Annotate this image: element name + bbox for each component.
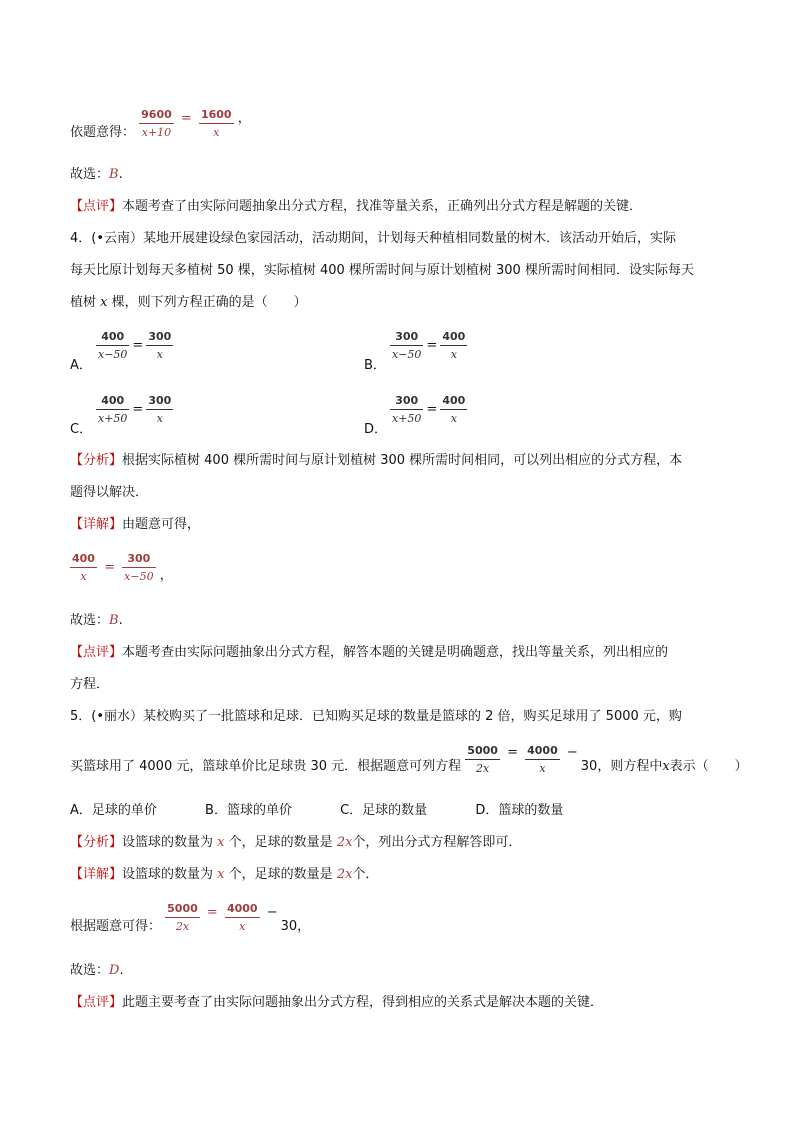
fraction-numerator: 300 [395,330,419,343]
q4-analysis-line2: 题得以解决． [70,485,149,500]
fraction-denominator: x [156,348,163,361]
select-answer: D [109,963,120,978]
fraction-left [96,394,129,425]
fraction-numerator: 300 [127,552,151,565]
top-select-line [70,166,123,184]
fraction-bar [525,759,560,760]
fraction-bar [139,123,174,124]
q5-choice-c[interactable]: C．足球的数量 [340,803,428,818]
fraction-right [122,552,155,583]
equals-sign: = [104,559,116,575]
detail-text-c: 个． [352,867,379,882]
solution-suffix: ， [159,568,173,583]
option-equation [96,330,173,361]
q5-choice-b[interactable]: B．篮球的单价 [205,803,292,818]
q5-stem-line2 [70,744,748,776]
equals-sign: = [206,904,218,920]
select-label: 故选： [70,613,110,628]
fraction-numerator: 400 [72,552,95,565]
fraction-bar [146,409,173,410]
analysis-text-b: 个，足球的数量是 [228,835,333,850]
detail-tag: 【详解】 [70,517,123,532]
review-tag: 【点评】 [70,645,123,660]
q4-stem-text-a: 植树 [70,295,97,310]
select-answer: B [109,167,119,182]
fraction-denominator: x [450,348,457,361]
fraction-denominator: x+50 [392,412,422,425]
top-review-line [70,198,642,216]
q5-review-line [70,994,603,1012]
minus-sign: − [566,745,578,760]
fraction-denominator: 2x [476,762,490,775]
q5-select-line [70,962,124,980]
fraction-denominator: 2x [175,920,190,933]
equals-sign: = [132,402,144,417]
fraction-right [440,330,467,361]
review-text: 本题考查由实际问题抽象出分式方程，解答本题的关键是明确题意，找出等量关系，列出相应的 [122,645,669,660]
review-text: 此题主要考查了由实际问题抽象出分式方程，得到相应的关系式是解决本题的关键． [122,995,604,1010]
q4-solution-equation [70,552,173,585]
fraction-numerator: 400 [442,394,466,407]
q5-detail-line [70,866,378,884]
top-equation-suffix: ， [237,111,251,126]
q4-variable-x: x [100,295,108,310]
analysis-var-x: x [217,835,225,850]
q4-review-line1 [70,644,668,662]
q4-review-line2: 方程． [70,677,110,692]
fraction-right [146,394,173,425]
select-dot: . [118,167,123,182]
q4-stem-line2: 每天比原计划每天多植树 50 棵，实际植树 400 棵所需时间与原计划植树 300 棵所需时间相同．设实际每天 [70,263,694,278]
fraction-left [165,902,200,933]
q5-choice-d[interactable]: D．篮球的数量 [475,803,564,818]
fraction-left [390,394,423,425]
fraction-denominator: x−50 [124,570,154,583]
fraction-left [70,552,97,583]
q4-stem-line1: 4．(•云南）某地开展建设绿色家园活动，活动期间，计划每天种植相同数量的树木．该活动开始后，实际 [70,231,677,246]
fraction-numerator: 9600 [141,108,172,121]
fraction-bar [96,409,129,410]
q5-stem-text-c: 表示（ ） [669,759,748,774]
fraction-numerator: 5000 [467,744,498,757]
top-equation-prefix: 依题意得： [70,125,136,140]
select-dot: . [119,963,124,978]
q5-stem-line1: 5．(•丽水）某校购买了一批篮球和足球．已知购买足球的数量是篮球的 2 倍，购买足球用了 5000 元，购 [70,709,682,724]
q4-select-line [70,612,123,630]
option-label: C． [70,422,93,437]
q5-stem-text-a: 买篮球用了 4000 元，篮球单价比足球贵 30 元．根据题意可列方程 [70,759,462,774]
review-tag: 【点评】 [70,199,123,214]
fraction-bar [390,409,423,410]
fraction-bar [165,917,200,918]
option-label: B． [364,358,386,373]
fraction-denominator: x [156,412,163,425]
equals-sign: = [507,745,518,760]
fraction-bar [225,917,260,918]
fraction-denominator: x−50 [98,348,128,361]
fraction-bar [390,345,423,346]
q4-stem-text-b: 棵，则下列方程正确的是（ ） [111,295,307,310]
select-dot: . [118,613,123,628]
equals-sign: = [426,338,438,353]
fraction-denominator: x [239,920,246,933]
option-equation [390,394,467,425]
fraction-bar [70,567,97,568]
detail-text: 由题意可得， [122,517,201,532]
q5-choices [70,802,607,820]
q5-solution-equation [70,902,310,936]
fraction-numerator: 4000 [527,744,558,757]
fraction-right [440,394,467,425]
fraction-bar [146,345,173,346]
solution-suffix: 30， [280,919,311,934]
fraction-bar [122,567,155,568]
fraction-numerator: 400 [101,394,125,407]
fraction-left [465,744,500,775]
select-label: 故选： [70,167,110,182]
option-equation [96,394,173,425]
select-label: 故选： [70,963,110,978]
fraction-numerator: 1600 [200,108,232,121]
fraction-numerator: 300 [148,330,172,343]
fraction-right [225,902,260,933]
fraction-bar [199,123,234,124]
fraction-denominator: x+10 [141,126,172,139]
q4-analysis-line1 [70,452,682,470]
fraction-denominator: x+50 [98,412,128,425]
top-equation-line [70,108,251,142]
solution-prefix: 根据题意可得： [70,919,162,934]
q5-stem-text-b: 30，则方程中 [580,759,663,774]
fraction-numerator: 5000 [167,902,198,915]
analysis-text-a: 设篮球的数量为 [122,835,214,850]
equals-sign: = [132,338,144,353]
fraction-numerator: 400 [442,330,466,343]
q5-choice-a[interactable]: A．足球的单价 [70,803,157,818]
q5-variable-x: x [662,759,670,774]
detail-tag: 【详解】 [70,867,123,882]
review-tag: 【点评】 [70,995,123,1010]
analysis-var-2x: 2x [336,835,353,850]
select-answer: B [109,613,119,628]
fraction-denominator: x [213,126,220,139]
top-fraction-left [139,108,174,139]
detail-var-x: x [217,867,225,882]
fraction-numerator: 4000 [226,902,258,915]
fraction-numerator: 300 [395,394,419,407]
detail-text-a: 设篮球的数量为 [122,867,214,882]
equals-sign: = [426,402,438,417]
fraction-denominator: x [539,762,546,775]
fraction-bar [96,345,129,346]
top-fraction-right [199,108,234,139]
fraction-bar [440,409,467,410]
fraction-denominator: x−50 [392,348,422,361]
equals-sign: = [180,110,192,126]
fraction-numerator: 300 [148,394,172,407]
detail-text-b: 个，足球的数量是 [228,867,333,882]
fraction-left [96,330,129,361]
analysis-tag: 【分析】 [70,835,123,850]
fraction-bar [465,759,500,760]
analysis-text-c: 个，列出分式方程解答即可． [352,835,522,850]
minus-sign: − [266,904,278,920]
fraction-bar [440,345,467,346]
fraction-right [525,744,560,775]
q4-stem-line3 [70,294,307,312]
option-label: D． [364,422,388,437]
option-equation [390,330,467,361]
fraction-denominator: x [80,570,87,583]
q4-detail-line [70,516,200,534]
q5-analysis-line [70,834,521,852]
option-label: A． [70,358,92,373]
fraction-numerator: 400 [101,330,125,343]
fraction-right [146,330,173,361]
fraction-left [390,330,423,361]
analysis-text: 根据实际植树 400 棵所需时间与原计划植树 300 棵所需时间相同，可以列出相应的分式方程，本 [122,453,683,468]
review-text: 本题考查了由实际问题抽象出分式方程，找准等量关系，正确列出分式方程是解题的关键． [122,199,643,214]
fraction-denominator: x [450,412,457,425]
analysis-tag: 【分析】 [70,453,123,468]
detail-var-2x: 2x [336,867,353,882]
